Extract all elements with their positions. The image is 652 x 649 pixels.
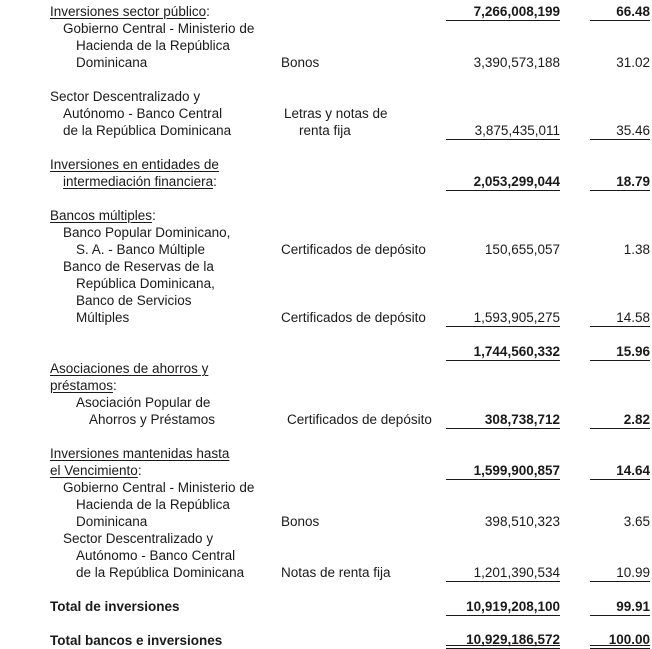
percent-intermediacion: 18.79 [616, 174, 650, 189]
percent: 2.82 [623, 412, 650, 427]
section-heading-intermediacion-l2: intermediación financiera: [63, 174, 217, 189]
amount: 1,201,390,534 [473, 565, 560, 580]
percent-total-bancos-inversiones: 100.00 [608, 632, 650, 647]
row-label: Gobierno Central - Ministerio de [63, 21, 255, 36]
underline-percent [590, 360, 650, 361]
section-heading-vencimiento-l2: el Vencimiento: [50, 463, 142, 478]
underline-percent [590, 190, 650, 191]
row-label: Ahorros y Préstamos [89, 412, 216, 427]
instrument-type: Certificados de depósito [281, 242, 426, 257]
underline-amount [446, 428, 560, 429]
amount-vencimiento: 1,599,900,857 [473, 463, 560, 478]
amount: 1,593,905,275 [473, 310, 560, 325]
row-label: Autónomo - Banco Central [76, 548, 236, 563]
row-label: Hacienda de la República [76, 38, 230, 53]
underline-percent [590, 428, 650, 429]
row-label: Gobierno Central - Ministerio de [63, 480, 255, 495]
instrument-type: Bonos [281, 514, 320, 529]
instrument-type: Notas de renta fija [281, 565, 391, 580]
underline-amount [446, 20, 560, 21]
amount-subtotal-bancos: 1,744,560,332 [473, 344, 560, 359]
underline-percent [590, 139, 650, 140]
subsection-heading-bancos: Bancos múltiples: [50, 208, 156, 223]
section-heading-intermediacion: Inversiones en entidades de [50, 157, 219, 172]
amount-total-bancos-inversiones: 10,929,186,572 [466, 632, 560, 647]
amount-total-inversiones: 10,919,208,100 [466, 599, 560, 614]
amount: 3,875,435,011 [474, 123, 560, 138]
instrument-type: Certificados de depósito [281, 310, 426, 325]
underline-amount [446, 139, 560, 140]
underline-percent [590, 20, 650, 21]
row-label: Dominicana [76, 55, 148, 70]
double-underline-amount [446, 645, 560, 649]
underline-percent [590, 479, 650, 480]
underline-amount [446, 581, 560, 582]
section-heading-vencimiento: Inversiones mantenidas hasta [50, 446, 230, 461]
underline-amount [446, 479, 560, 480]
percent-sector-publico: 66.48 [616, 4, 650, 19]
double-underline-percent [590, 645, 650, 649]
percent: 10.99 [616, 565, 650, 580]
row-label: de la República Dominicana [63, 123, 232, 138]
row-label: República Dominicana, [76, 276, 215, 291]
amount: 3,390,573,188 [473, 55, 560, 70]
row-label: Autónomo - Banco Central [63, 106, 223, 121]
percent: 3.65 [623, 514, 650, 529]
percent: 31.02 [616, 55, 650, 70]
row-label: Sector Descentralizado y [50, 89, 201, 104]
subsection-heading-asociaciones: Asociaciones de ahorros y [50, 361, 209, 376]
amount: 398,510,323 [484, 514, 560, 529]
row-label: Múltiples [76, 310, 130, 325]
amount: 308,738,712 [484, 412, 560, 427]
percent: 1.38 [623, 242, 650, 257]
total-bancos-inversiones-label: Total bancos e inversiones [50, 633, 223, 648]
underline-amount [446, 615, 560, 616]
row-label: Banco de Reservas de la [63, 259, 214, 274]
row-label: S. A. - Banco Múltiple [76, 242, 206, 257]
underline-amount [446, 326, 560, 327]
percent-total-inversiones: 99.91 [616, 599, 650, 614]
instrument-type: renta fija [299, 123, 351, 138]
row-label: Banco Popular Dominicano, [63, 225, 231, 240]
instrument-type: Bonos [281, 55, 320, 70]
underline-percent [590, 326, 650, 327]
total-inversiones-label: Total de inversiones [50, 599, 180, 614]
section-heading-sector-publico: Inversiones sector público: [50, 4, 210, 19]
row-label: Dominicana [76, 514, 148, 529]
underline-amount [446, 360, 560, 361]
row-label: Hacienda de la República [76, 497, 230, 512]
amount: 150,655,057 [484, 242, 560, 257]
underline-percent [590, 581, 650, 582]
percent: 35.46 [616, 123, 650, 138]
underline-percent [590, 615, 650, 616]
percent-subtotal-bancos: 15.96 [616, 344, 650, 359]
row-label: Asociación Popular de [76, 395, 211, 410]
percent: 14.58 [616, 310, 650, 325]
instrument-type: Letras y notas de [284, 106, 388, 121]
underline-amount [446, 190, 560, 191]
subsection-heading-asociaciones-l2: préstamos: [50, 378, 117, 393]
amount-intermediacion: 2,053,299,044 [473, 174, 560, 189]
amount-sector-publico: 7,266,008,199 [473, 4, 560, 19]
instrument-type: Certificados de depósito [287, 412, 432, 427]
row-label: de la República Dominicana [76, 565, 245, 580]
row-label: Sector Descentralizado y [63, 531, 214, 546]
percent-vencimiento: 14.64 [616, 463, 650, 478]
row-label: Banco de Servicios [76, 293, 192, 308]
